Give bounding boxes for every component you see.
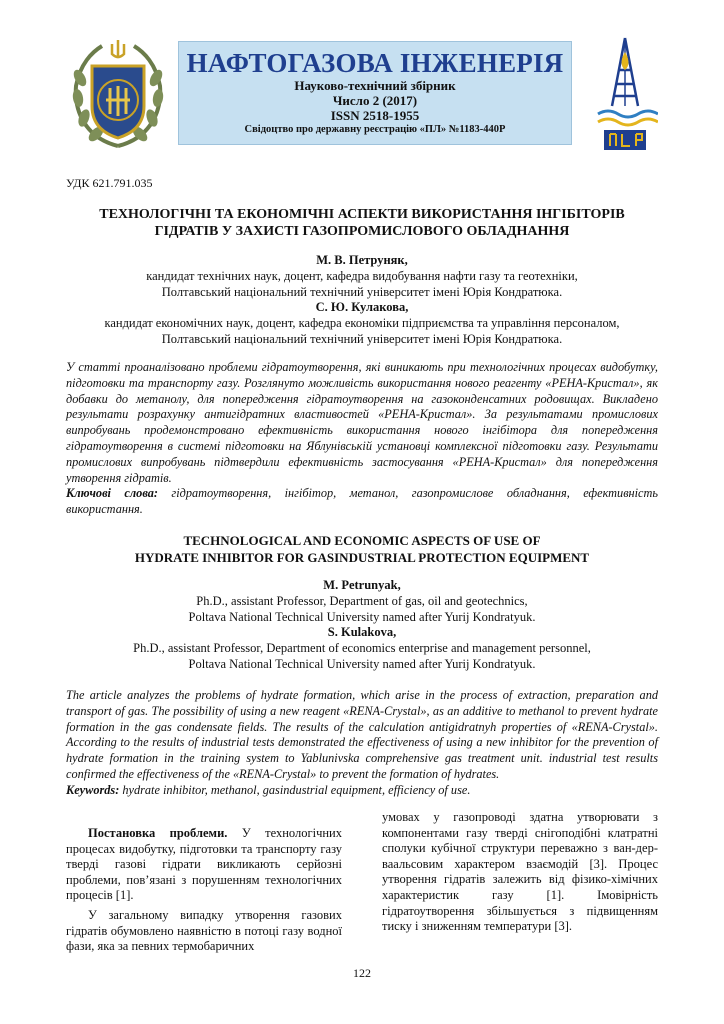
page-number: 122	[353, 966, 371, 980]
author-position: кандидат технічних наук, доцент, кафедра видобування нафти газу та геотехніки,	[146, 268, 578, 283]
journal-issn: ISSN 2518-1955	[330, 108, 420, 123]
author-name: С. Ю. Кулакова,	[315, 300, 409, 315]
body-paragraph	[66, 826, 342, 904]
author-position: Ph.D., assistant Professor, Department of gas, oil and geotechnics,	[196, 593, 528, 608]
author-position: Ph.D., assistant Professor, Department of economics enterprise and management personnel,	[133, 641, 591, 656]
author-affiliation: Полтавський національний технічний університет імені Юрія Кондратюка.	[161, 284, 563, 299]
body-column-left	[66, 826, 342, 955]
journal-subtitle: Науково-технічний збірник	[294, 78, 456, 93]
journal-header	[66, 34, 658, 154]
abstract-en-text: The article analyzes the problems of hydrate formation, which arise in the process of extraction, preparation and transport of gas. The possibility of using a new reagent «RENA-Crystal», as an additive to methanol to prevent hydrate formation in the gas condensate fields. The results of the calculation antigidratnyh properties of «RENA-Crystal». According to the results of industrial tests demonstrated the effectiveness of using a new inhibitor for the prevention of hydrate formation in the training system to Yablunivska comprehensive gas treatment unit. industrial test results confirmed the effectiveness of the «RENA-Crystal» to prevent the formation of hydrates.	[66, 688, 658, 781]
author-position: кандидат економічних наук, доцент, кафедра економіки підприємства та управління персоналом,	[104, 316, 620, 331]
abstract-ua-text: У статті проаналізовано проблеми гідратоутворення, які виникають при технологічних процесах видобутку, підготовки та транспорту газу. Розглянуто можливість використання нового реагенту «РЕНА-Кристал», як добавки до метанолу, для попередження гідратоутворення на газоконденсатних родовищах. Викладено результати розрахунку антигідратних властивостей «РЕНА-Кристал». За результатами промислових випробувань продемонстровано ефективність використання нового інгібітора для попередження гідратоутворення в системі підготовки на Яблунівській установці комплексної підготовки газу. Результати промислових випробувань підтвердили ефективність застосування «РЕНА-Кристал» для попередження утворення гідратів.	[66, 360, 658, 485]
journal-banner	[178, 41, 572, 145]
author-name: M. Petrunyak,	[323, 578, 401, 592]
author-affiliation: Poltava National Technical University named after Yurij Kondratyuk.	[188, 656, 536, 671]
author-name: S. Kulakova,	[327, 625, 397, 640]
article-title-ua-line1: ТЕХНОЛОГІЧНІ ТА ЕКОНОМІЧНІ АСПЕКТИ ВИКОРИСТАННЯ ІНГІБІТОРІВ	[99, 207, 625, 222]
journal-registration: Свідоцтво про державну реєстрацію «ПЛ» №1183-440Р	[244, 124, 506, 135]
journal-title: НАФТОГАЗОВА ІНЖЕНЕРІЯ	[186, 48, 564, 78]
authors-en	[66, 578, 658, 673]
journal-issue: Число 2 (2017)	[332, 93, 418, 108]
article-title-en	[66, 532, 658, 566]
university-crest-icon	[66, 34, 170, 154]
udk-code: УДК 621.791.035	[66, 176, 153, 190]
author-affiliation: Poltava National Technical University named after Yurij Kondratyuk.	[188, 609, 536, 624]
section-lead: Постановка проблеми.	[88, 826, 228, 840]
keywords-ua-label: Ключові слова:	[66, 486, 158, 501]
article-title-en-line1: TECHNOLOGICAL AND ECONOMIC ASPECTS OF USE OF	[183, 533, 541, 548]
abstract-ua	[66, 360, 658, 518]
body-text: У технологічних процесах видобутку, підготовки та транспорту газу тверді газові гідрати викликають серйозні проблеми, пов’язані з порушенням технологічних процесів [1].	[66, 826, 342, 903]
keywords-en-text: hydrate inhibitor, methanol, gasindustrial equipment, efficiency of use.	[119, 782, 471, 797]
article-title-ua	[66, 206, 658, 240]
body-paragraph: умовах у газопроводі здатна утворювати з компонентами газу тверді снігоподібні клатратні сполуки кубічної структури переважно з ван-дер-ваальсовим характером взаємодій [3]. Процес утворення гідратів залежить від фізико-хімічних характеристик газу [1]. Імовірність гідратоутворення збільшується з підвищенням тиску і зниженням температури [3].	[382, 810, 658, 934]
body-column-right	[382, 810, 658, 935]
article-title-en-line2: HYDRATE INHIBITOR FOR GASINDUSTRIAL PROTECTION EQUIPMENT	[134, 550, 590, 565]
author-name: М. В. Петруняк,	[316, 253, 408, 267]
article-title-ua-line2: ГІДРАТІВ У ЗАХИСТІ ГАЗОПРОМИСЛОВОГО ОБЛАДНАННЯ	[154, 224, 570, 239]
keywords-ua-text: гідратоутворення, інгібітор, метанол, газопромислове обладнання, ефективність використання.	[66, 486, 658, 517]
abstract-en	[66, 688, 658, 799]
keywords-en-label: Keywords:	[66, 782, 120, 797]
body-paragraph: У загальному випадку утворення газових гідратів обумовлено наявністю в потоці газу водної фази, яка за певних термобаричних	[66, 907, 342, 954]
authors-ua	[66, 253, 658, 348]
author-affiliation: Полтавський національний технічний університет імені Юрія Кондратюка.	[161, 331, 563, 346]
oil-derrick-logo-icon	[592, 34, 658, 154]
